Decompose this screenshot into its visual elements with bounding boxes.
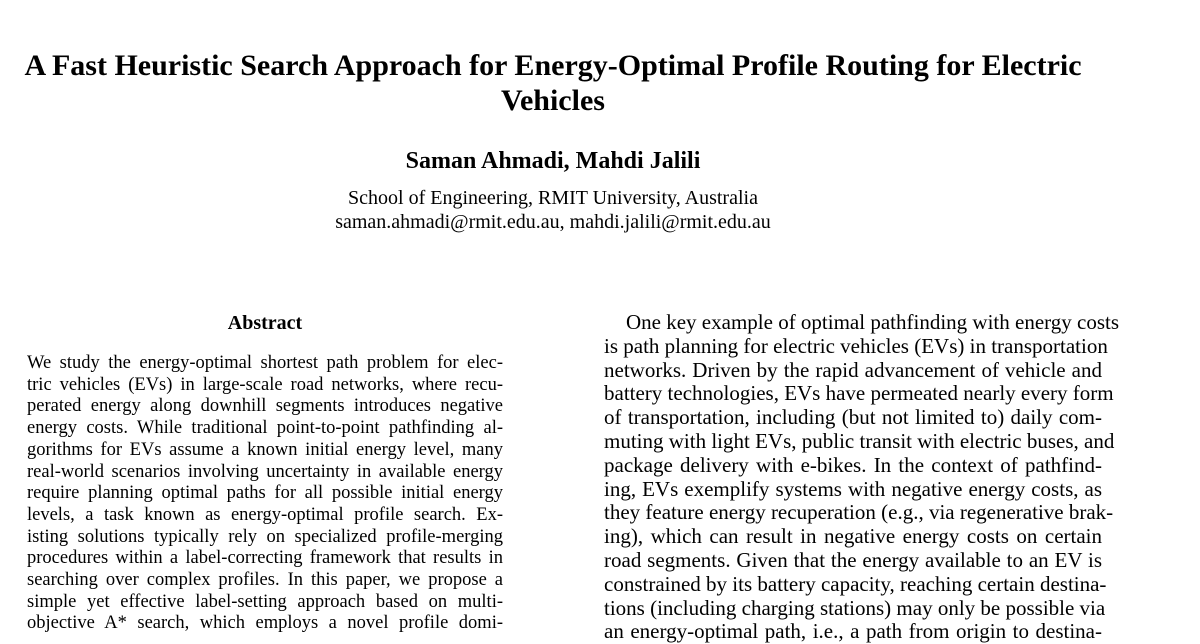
abstract-line: levels, a task known as energy-optimal profile search. Ex-: [27, 504, 503, 525]
paper-title-line-1: A Fast Heuristic Search Approach for Energy-Optimal Profile Routing for Electric: [24, 49, 1082, 82]
intro-line: ing, EVs exemplify systems with negative energy costs, as: [604, 476, 1102, 501]
abstract-text: [27, 353, 503, 635]
intro-line: tions (including charging stations) may only be possible via: [604, 595, 1106, 620]
abstract-line: perated energy along downhill segments introduces negative: [27, 396, 503, 417]
abstract-heading: Abstract: [227, 312, 303, 334]
intro-line: ing), which can result in negative energy costs on certain: [604, 524, 1102, 549]
abstract-line: objective A* search, which employs a novel profile domi-: [27, 613, 503, 634]
abstract-line: procedures within a label-correcting framework that results in: [27, 548, 503, 569]
author-emails: saman.ahmadi@rmit.edu.au, mahdi.jalili@rmit.edu.au: [335, 211, 771, 233]
paper-title: [0, 48, 1106, 118]
intro-paragraph: [582, 310, 1119, 644]
intro-line: One key example of optimal pathfinding with energy costs: [626, 310, 1119, 334]
affiliation: School of Engineering, RMIT University, Australia: [348, 187, 758, 209]
intro-line: an energy-optimal path, i.e., a path from origin to destina-: [604, 619, 1102, 644]
abstract-line: We study the energy-optimal shortest path problem for elec-: [27, 353, 503, 373]
intro-line: road segments. Given that the energy available to an EV is: [604, 547, 1102, 572]
abstract-line: require planning optimal paths for all possible initial energy: [27, 483, 503, 504]
intro-line: networks. Driven by the rapid advancement of vehicle and: [604, 357, 1102, 382]
abstract-line: energy costs. While traditional point-to-point pathfinding al-: [27, 418, 503, 439]
intro-line: battery technologies, EVs have permeated nearly every form: [604, 381, 1114, 406]
intro-line: package delivery with e-bikes. In the context of pathfind-: [604, 452, 1102, 477]
abstract-line: gorithms for EVs assume a known initial energy level, many: [27, 439, 503, 460]
left-column: [27, 311, 503, 634]
intro-line: of transportation, including (but not limited to) daily com-: [604, 405, 1102, 430]
intro-line: is path planning for electric vehicles (EVs) in transportation: [604, 333, 1108, 358]
paper-title-line-2: Vehicles: [501, 84, 605, 117]
right-column: [582, 310, 1119, 644]
intro-line: muting with light EVs, public transit with electric buses, and: [604, 428, 1115, 453]
abstract-line: isting solutions typically rely on specialized profile-merging: [27, 526, 503, 547]
abstract-line: tric vehicles (EVs) in large-scale road networks, where recu-: [27, 374, 503, 395]
intro-line: they feature energy recuperation (e.g., via regenerative brak-: [604, 500, 1114, 525]
author-affiliation-block: [0, 186, 1106, 234]
abstract-line: real-world scenarios involving uncertainty in available energy: [27, 461, 503, 482]
paper-authors: Saman Ahmadi, Mahdi Jalili: [405, 148, 701, 174]
abstract-line: searching over complex profiles. In this paper, we propose a: [27, 570, 503, 591]
intro-line: constrained by its battery capacity, reaching certain destina-: [604, 571, 1107, 596]
abstract-line: simple yet effective label-setting approach based on multi-: [27, 591, 503, 612]
